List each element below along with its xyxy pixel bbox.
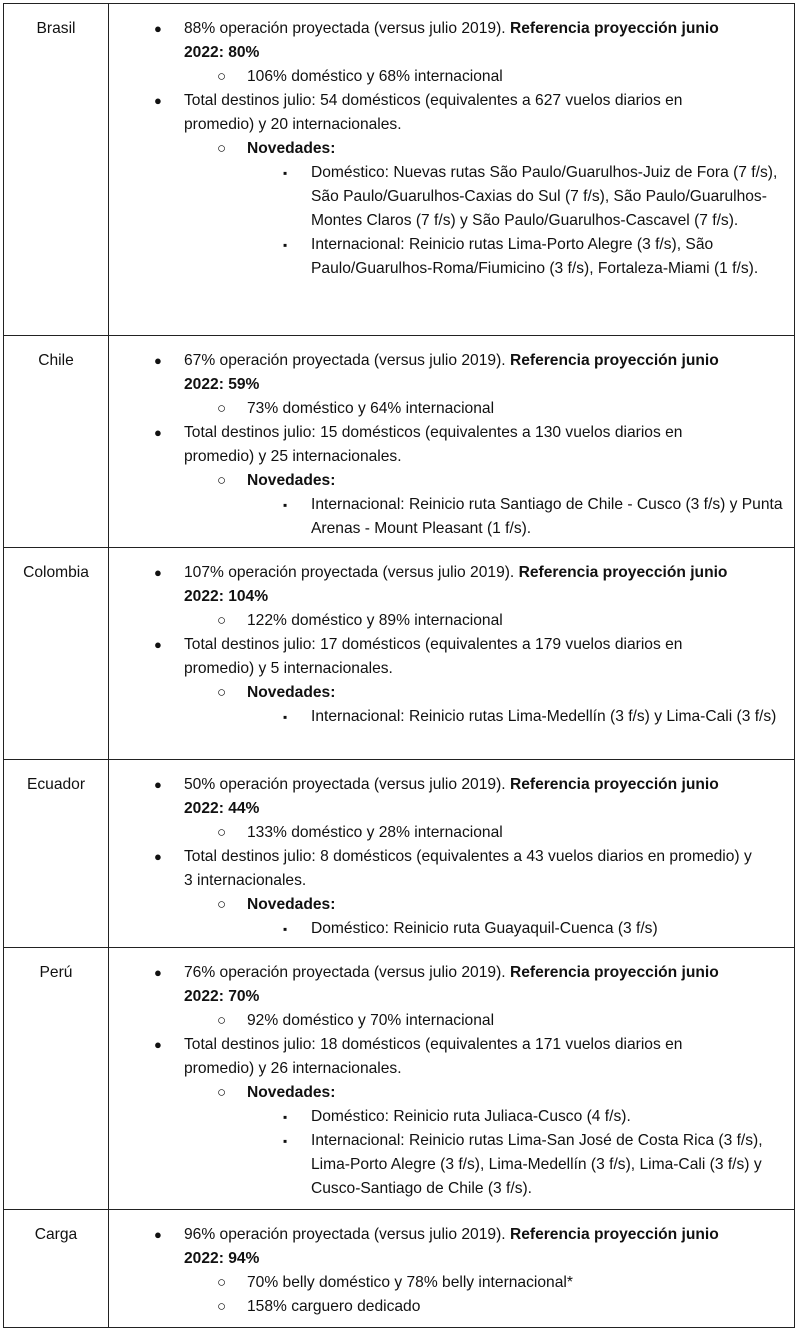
list-item: ▪ Internacional: Reinicio ruta Santiago de Chile - Cusco (3 f/s) y Punta Arenas - Mount Pleasant (1 f/s). (4, 493, 789, 541)
bullet-icon: ● (154, 849, 162, 864)
list-item: ○ 122% doméstico y 89% internacional (4, 609, 782, 633)
list-item: ● 88% operación proyectada (versus julio 2019). Referencia proyección junio 2022: 80% (4, 17, 752, 65)
list-item: ● 96% operación proyectada (versus julio 2019). Referencia proyección junio 2022: 94% (4, 1223, 752, 1271)
operations-table (3, 3, 795, 1328)
list-item: ○ 73% doméstico y 64% internacional (4, 397, 782, 421)
reference-text: Referencia proyección junio 2022: 80% (184, 20, 719, 61)
square-bullet-icon: ▪ (283, 1110, 288, 1124)
bullet-icon: ● (154, 425, 162, 440)
square-bullet-icon: ▪ (283, 166, 288, 180)
circle-bullet-icon: ○ (217, 612, 227, 629)
list-item: ● Total destinos julio: 8 domésticos (equivalentes a 43 vuelos diarios en promedio) y 3 internacionales. (4, 845, 752, 893)
list-item: ● Total destinos julio: 18 domésticos (equivalentes a 171 vuelos diarios en promedio) y 26 internacionales. (4, 1033, 752, 1081)
table-row (4, 336, 795, 548)
reference-text: Referencia proyección junio 2022: 59% (184, 352, 719, 393)
table-row (4, 760, 795, 948)
country-cell: Perú (4, 948, 109, 1210)
bullet-icon: ● (154, 93, 162, 108)
square-bullet-icon: ▪ (283, 922, 288, 936)
circle-bullet-icon: ○ (217, 824, 227, 841)
list-item: ▪ Doméstico: Nuevas rutas São Paulo/Guarulhos-Juiz de Fora (7 f/s), São Paulo/Guarulhos-Caxias do Sul (7 f/s), São Paulo/Guarulhos-Montes Claros (7 f/s) y São Paulo/Guarulhos-Cascavel (7 f/s). (4, 161, 789, 233)
list-item: ● 76% operación proyectada (versus julio 2019). Referencia proyección junio 2022: 70% (4, 961, 752, 1009)
list-item: ○ Novedades: (4, 469, 782, 493)
list-item: ▪ Internacional: Reinicio rutas Lima-Porto Alegre (3 f/s), São Paulo/Guarulhos-Roma/Fiumicino (3 f/s), Fortaleza-Miami (1 f/s). (4, 233, 789, 281)
table-row (4, 1210, 795, 1328)
list-item: ▪ Internacional: Reinicio rutas Lima-San José de Costa Rica (3 f/s), Lima-Porto Alegre (3 f/s), Lima-Medellín (3 f/s), Lima-Cali (3 f/s) y Cusco-Santiago de Chile (3 f/s). (4, 1129, 789, 1201)
list-item: ▪ Doméstico: Reinicio ruta Guayaquil-Cuenca (3 f/s) (4, 917, 789, 941)
reference-text: Referencia proyección junio 2022: 94% (184, 1226, 719, 1267)
square-bullet-icon: ▪ (283, 238, 288, 252)
reference-text: Referencia proyección junio 2022: 104% (184, 564, 728, 605)
circle-bullet-icon: ○ (217, 896, 227, 913)
circle-bullet-icon: ○ (217, 1298, 227, 1315)
detail-cell (109, 336, 795, 548)
list-item: ▪ Doméstico: Reinicio ruta Juliaca-Cusco (4 f/s). (4, 1105, 789, 1129)
circle-bullet-icon: ○ (217, 1012, 227, 1029)
country-cell: Chile (4, 336, 109, 548)
detail-cell (109, 1210, 795, 1328)
bullet-icon: ● (154, 353, 162, 368)
table-row (4, 948, 795, 1210)
list-item: ○ 70% belly doméstico y 78% belly internacional* (4, 1271, 782, 1295)
detail-cell (109, 548, 795, 760)
circle-bullet-icon: ○ (217, 68, 227, 85)
detail-cell (109, 948, 795, 1210)
detail-cell (109, 760, 795, 948)
detail-cell (109, 4, 795, 336)
list-item: ● Total destinos julio: 15 domésticos (equivalentes a 130 vuelos diarios en promedio) y 25 internacionales. (4, 421, 752, 469)
list-item: ○ 133% doméstico y 28% internacional (4, 821, 782, 845)
table-row (4, 548, 795, 760)
list-item: ▪ Internacional: Reinicio rutas Lima-Medellín (3 f/s) y Lima-Cali (3 f/s) (4, 705, 789, 729)
list-item: ○ Novedades: (4, 681, 782, 705)
list-item: ● 67% operación proyectada (versus julio 2019). Referencia proyección junio 2022: 59% (4, 349, 752, 397)
circle-bullet-icon: ○ (217, 472, 227, 489)
circle-bullet-icon: ○ (217, 140, 227, 157)
bullet-icon: ● (154, 21, 162, 36)
square-bullet-icon: ▪ (283, 710, 288, 724)
bullet-icon: ● (154, 777, 162, 792)
circle-bullet-icon: ○ (217, 1274, 227, 1291)
list-item: ● Total destinos julio: 17 domésticos (equivalentes a 179 vuelos diarios en promedio) y 5 internacionales. (4, 633, 752, 681)
country-cell: Brasil (4, 4, 109, 336)
list-item: ● 50% operación proyectada (versus julio 2019). Referencia proyección junio 2022: 44% (4, 773, 752, 821)
bullet-icon: ● (154, 637, 162, 652)
square-bullet-icon: ▪ (283, 1134, 288, 1148)
country-cell: Carga (4, 1210, 109, 1328)
list-item: ○ Novedades: (4, 137, 782, 161)
list-item: ○ 92% doméstico y 70% internacional (4, 1009, 782, 1033)
list-item: ○ Novedades: (4, 893, 782, 917)
list-item: ○ 106% doméstico y 68% internacional (4, 65, 782, 89)
table-row (4, 4, 795, 336)
bullet-icon: ● (154, 565, 162, 580)
reference-text: Referencia proyección junio 2022: 70% (184, 964, 719, 1005)
bullet-icon: ● (154, 1227, 162, 1242)
list-item: ○ 158% carguero dedicado (4, 1295, 782, 1319)
list-item: ● 107% operación proyectada (versus julio 2019). Referencia proyección junio 2022: 104% (4, 561, 752, 609)
circle-bullet-icon: ○ (217, 684, 227, 701)
bullet-icon: ● (154, 1037, 162, 1052)
reference-text: Referencia proyección junio 2022: 44% (184, 776, 719, 817)
bullet-icon: ● (154, 965, 162, 980)
list-item: ○ Novedades: (4, 1081, 782, 1105)
list-item: ● Total destinos julio: 54 domésticos (equivalentes a 627 vuelos diarios en promedio) y 20 internacionales. (4, 89, 752, 137)
country-cell: Colombia (4, 548, 109, 760)
square-bullet-icon: ▪ (283, 498, 288, 512)
circle-bullet-icon: ○ (217, 400, 227, 417)
country-cell: Ecuador (4, 760, 109, 948)
circle-bullet-icon: ○ (217, 1084, 227, 1101)
